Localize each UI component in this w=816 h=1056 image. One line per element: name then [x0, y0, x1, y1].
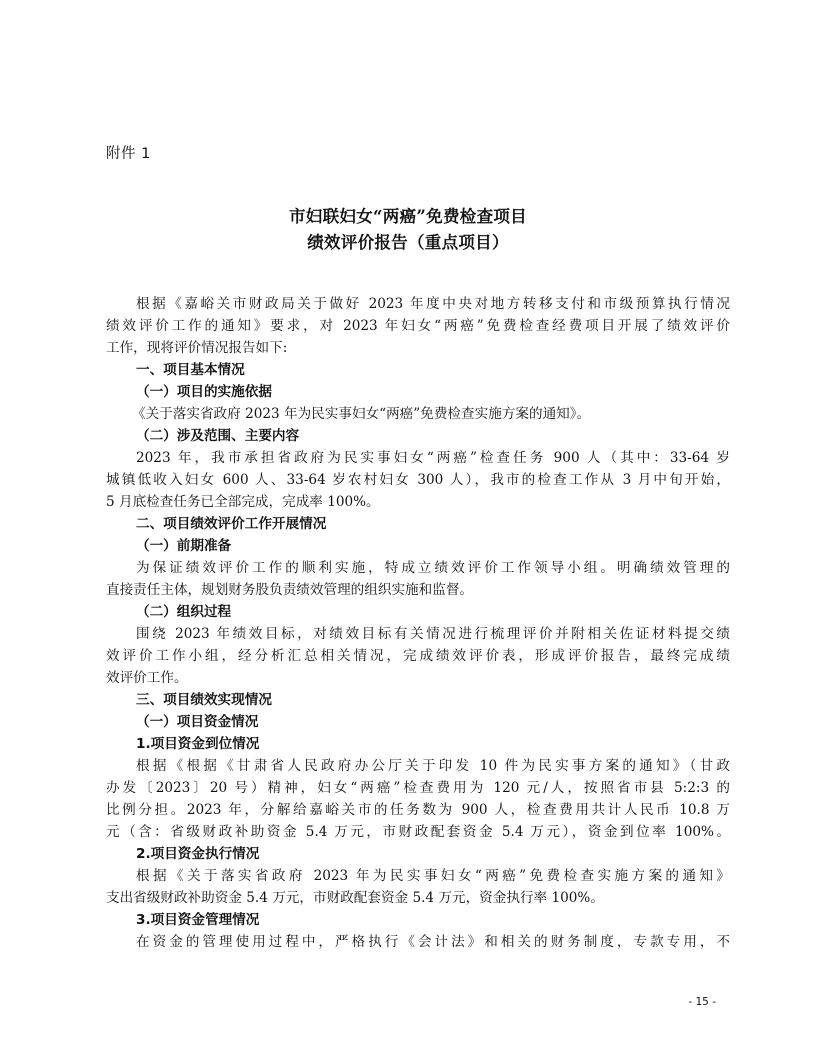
- paragraph-line: 直接责任主体，规划财务股负责绩效管理的组织实施和监督。: [106, 582, 474, 598]
- section-heading: 一、项目基本情况: [136, 362, 245, 378]
- section-heading: （二）组织过程: [136, 604, 232, 620]
- paragraph-line: 在资金的管理使用过程中，严格执行《会计法》和相关的财务制度，专款专用，不: [136, 934, 730, 950]
- paragraph-line: 5 月底检查任务已全部完成，完成率 100%。: [106, 494, 380, 510]
- section-heading: 1.项目资金到位情况: [136, 736, 260, 752]
- report-subtitle: 绩效评价报告（重点项目）: [307, 233, 509, 252]
- page-number: - 15 -: [688, 996, 716, 1008]
- section-heading: 二、项目绩效评价工作开展情况: [136, 516, 327, 532]
- paragraph-line: 支出省级财政补助资金 5.4 万元，市财政配套资金 5.4 万元，资金执行率 100%。: [106, 890, 604, 906]
- paragraph-line: 办发〔2023〕20 号）精神，妇女“两癌”检查费用为 120 元/人，按照省市县 5:2:3 的: [106, 780, 730, 796]
- paragraph-line: 比例分担。2023 年，分解给嘉峪关市的任务数为 900 人，检查费用共计人民币 10.8 万: [106, 802, 730, 818]
- paragraph-line: 根据《嘉峪关市财政局关于做好 2023 年度中央对地方转移支付和市级预算执行情况: [136, 296, 730, 312]
- paragraph-line: 2023 年，我市承担省政府为民实事妇女“两癌”检查任务 900 人（其中：33-64 岁: [136, 450, 730, 466]
- paragraph-line: 城镇低收入妇女 600 人、33-64 岁农村妇女 300 人），我市的检查工作从 3 月中旬开始，: [106, 472, 730, 488]
- paragraph-line: 效评价工作。: [106, 670, 188, 686]
- paragraph-line: 根据《根据《甘肃省人民政府办公厅关于印发 10 件为民实事方案的通知》（甘政: [136, 758, 730, 774]
- paragraph-line: 为保证绩效评价工作的顺利实施，特成立绩效评价工作领导小组。明确绩效管理的: [136, 560, 730, 576]
- report-body: [106, 293, 730, 953]
- paragraph-line: 工作，现将评价情况报告如下:: [106, 340, 288, 356]
- section-heading: 2.项目资金执行情况: [136, 846, 260, 862]
- section-heading: 三、项目绩效实现情况: [136, 692, 272, 708]
- attachment-label: 附件 1: [106, 146, 151, 162]
- paragraph-line: 效评价工作小组，经分析汇总相关情况，完成绩效评价表，形成评价报告，最终完成绩: [106, 648, 730, 664]
- section-heading: （一）项目的实施依据: [136, 384, 272, 400]
- paragraph-line: 围绕 2023 年绩效目标，对绩效目标有关情况进行梳理评价并附相关佐证材料提交绩: [136, 626, 730, 642]
- section-heading: （一）前期准备: [136, 538, 232, 554]
- section-heading: （一）项目资金情况: [136, 714, 259, 730]
- paragraph-line: 根据《关于落实省政府 2023 年为民实事妇女“两癌”免费检查实施方案的通知》: [136, 868, 730, 884]
- paragraph-line: 绩效评价工作的通知》要求，对 2023 年妇女“两癌”免费检查经费项目开展了绩效评价: [106, 318, 730, 334]
- paragraph-line: 《关于落实省政府 2023 年为民实事妇女“两癌”免费检查实施方案的通知》。: [132, 406, 591, 422]
- report-title: 市妇联妇女“两癌”免费检查项目: [289, 207, 527, 226]
- section-heading: （二）涉及范围、主要内容: [136, 428, 300, 444]
- section-heading: 3.项目资金管理情况: [136, 912, 260, 928]
- paragraph-line: 元（含：省级财政补助资金 5.4 万元，市财政配套资金 5.4 万元），资金到位率 100%。: [106, 824, 730, 840]
